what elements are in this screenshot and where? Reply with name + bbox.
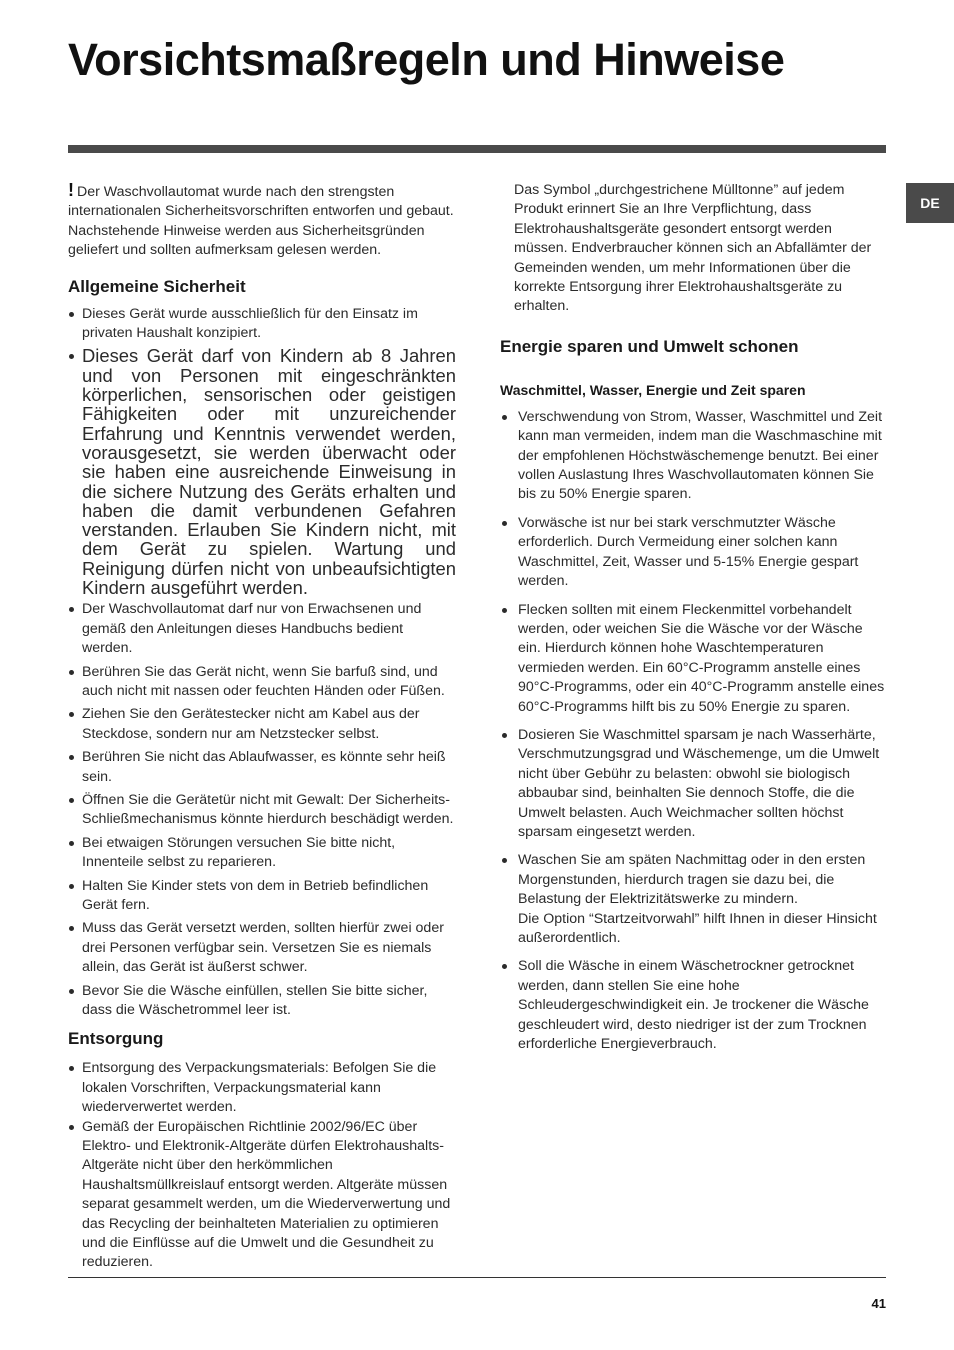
title-divider (68, 145, 886, 153)
warning-mark: ! (68, 180, 74, 200)
energy-heading: Energie sparen und Umwelt schonen (500, 336, 799, 356)
page-title: Vorsichtsmaßregeln und Hinweise (68, 34, 785, 85)
list-item: Bevor Sie die Wäsche einfüllen, stellen Sie bitte sicher, dass die Wäschetrommel leer ist. (68, 982, 456, 1021)
intro-text: Der Waschvollautomat wurde nach den strengsten internationalen Sicherheitsvorschriften entworfen und gebaut. Nachstehende Hinweise werden aus Sicherheitsgründen geliefert und sollten aufmerksam gelesen werden. (68, 184, 454, 259)
disposal-list (68, 1059, 456, 1272)
list-item: Verschwendung von Strom, Wasser, Waschmittel und Zeit kann man vermeiden, indem man die Waschmaschine mit der empfohlenen Höchstwäschemenge benutzt. Bei einer vollen Auslastung Ihres Waschvollautomaten können Sie bis zu 50% Energie sparen. (500, 408, 886, 505)
page-number: 41 (871, 1296, 886, 1311)
list-item: Der Waschvollautomat darf nur von Erwachsenen und gemäß den Anleitungen dieses Handbuchs bedient werden. (68, 600, 456, 658)
general-safety-list (68, 305, 456, 1021)
energy-list (500, 408, 886, 1055)
intro-paragraph (68, 181, 456, 261)
list-item: Berühren Sie nicht das Ablaufwasser, es könnte sehr heiß sein. (68, 748, 456, 787)
general-safety-heading: Allgemeine Sicherheit (68, 276, 246, 296)
right-column (500, 181, 886, 1054)
disposal-continuation: Das Symbol „durchgestrichene Mülltonne” auf jedem Produkt erinnert Sie an Ihre Verpflichtung, dass Elektrohaushaltsgeräte gesondert entsorgt werden müssen. Endverbraucher können sich an Abfallämter der Gemeinden wenden, um mehr Informationen über die korrekte Entsorgung ihrer Elektrohaushaltsgeräte zu erhalten. (514, 182, 872, 315)
list-item: Entsorgung des Verpackungsmaterials: Befolgen Sie die lokalen Vorschriften, Verpackungsmaterial kann wiederverwertet werden. (68, 1059, 456, 1117)
list-item: Flecken sollten mit einem Fleckenmittel vorbehandelt werden, oder weichen Sie die Wäsche vor der Wäsche ein. Hierdurch können hohe Waschtemperaturen vermieden werden. Ein 60°C-Programm anstelle eines 90°C-Programms, oder ein 40°C-Programm anstelle eines 60°C-Programms hilft bis zu 50% Energie zu sparen. (500, 601, 886, 717)
list-item-text: Waschen Sie am späten Nachmittag oder in den ersten Morgenstunden, hierdurch tragen sie dazu bei, die Belastung der Elektrizitätswerke zu mindern. (518, 852, 866, 908)
list-item-children-warning: Dieses Gerät darf von Kindern ab 8 Jahren und von Personen mit eingeschränkten körperlichen, sensorischen oder geistigen Fähigkeiten oder mit unzureichender Erfahrung und Kenntnis verwendet werden, vorausgesetzt, sie werden überwacht oder sie haben eine ausreichende Einweisung in die sichere Nutzung des Geräts erhalten und haben die damit verbundenen Gefahren verstanden. Erlauben Sie Kindern nicht, mit dem Gerät zu spielen. Wartung und Reinigung dürfen nicht von unbeaufsichtigten Kindern ausgeführt werden. (68, 346, 456, 597)
footer-divider (68, 1277, 886, 1278)
list-item: Ziehen Sie den Gerätestecker nicht am Kabel aus der Steckdose, sondern nur am Netzstecker selbst. (68, 705, 456, 744)
list-item: Halten Sie Kinder stets von dem in Betrieb befindlichen Gerät fern. (68, 877, 456, 916)
list-item (500, 851, 886, 948)
left-column (68, 181, 456, 1273)
list-item: Gemäß der Europäischen Richtlinie 2002/96/EC über Elektro- und Elektronik-Altgeräte dürfen Elektrohaushalts-Altgeräte nicht über den herkömmlichen Haushaltsmüllkreislauf entsorgt werden. Altgeräte müssen separat gesammelt werden, um die Wiederverwertung und das Recycling der beinhalteten Materialien zu optimieren und die Einflüsse auf die Umwelt und die Gesundheit zu reduzieren. (68, 1118, 456, 1273)
list-item: Berühren Sie das Gerät nicht, wenn Sie barfuß sind, und auch nicht mit nassen oder feuchten Händen oder Füßen. (68, 663, 456, 702)
list-item: Dieses Gerät wurde ausschließlich für den Einsatz im privaten Haushalt konzipiert. (68, 305, 456, 344)
list-item: Öffnen Sie die Gerätetür nicht mit Gewalt: Der Sicherheits-Schließmechanismus könnte hierdurch beschädigt werden. (68, 791, 456, 830)
list-item: Bei etwaigen Störungen versuchen Sie bitte nicht, Innenteile selbst zu reparieren. (68, 834, 456, 873)
list-item: Dosieren Sie Waschmittel sparsam je nach Wasserhärte, Verschmutzungsgrad und Wäschemenge, um die Umwelt nicht über Gebühr zu belasten: obwohl sie biologisch abbaubar sind, beinhalten Sie dennoch Stoffe, die die Umwelt belasten. Auch Weichmacher sollten höchst sparsam eingesetzt werden. (500, 726, 886, 842)
energy-subheading: Waschmittel, Wasser, Energie und Zeit sparen (500, 381, 806, 398)
list-item: Vorwäsche ist nur bei stark verschmutzter Wäsche erforderlich. Durch Vermeidung einer solchen kann Waschmittel, Zeit, Wasser und 5-15% Energie gespart werden. (500, 514, 886, 592)
list-item: Soll die Wäsche in einem Wäschetrockner getrocknet werden, dann stellen Sie eine hohe Schleudergeschwindigkeit ein. Je trockener die Wäsche geschleudert wird, desto niedriger ist der zum Trocknen erforderliche Energieverbrauch. (500, 957, 886, 1054)
language-tab: DE (906, 183, 954, 223)
disposal-heading: Entsorgung (68, 1029, 164, 1049)
list-item: Muss das Gerät versetzt werden, sollten hierfür zwei oder drei Personen verfügbar sein. Versetzen Sie es niemals allein, das Gerät ist äußerst schwer. (68, 919, 456, 977)
start-delay-note: Die Option “Startzeitvorwahl” hilft Ihnen in dieser Hinsicht außerordentlich. (518, 910, 877, 946)
